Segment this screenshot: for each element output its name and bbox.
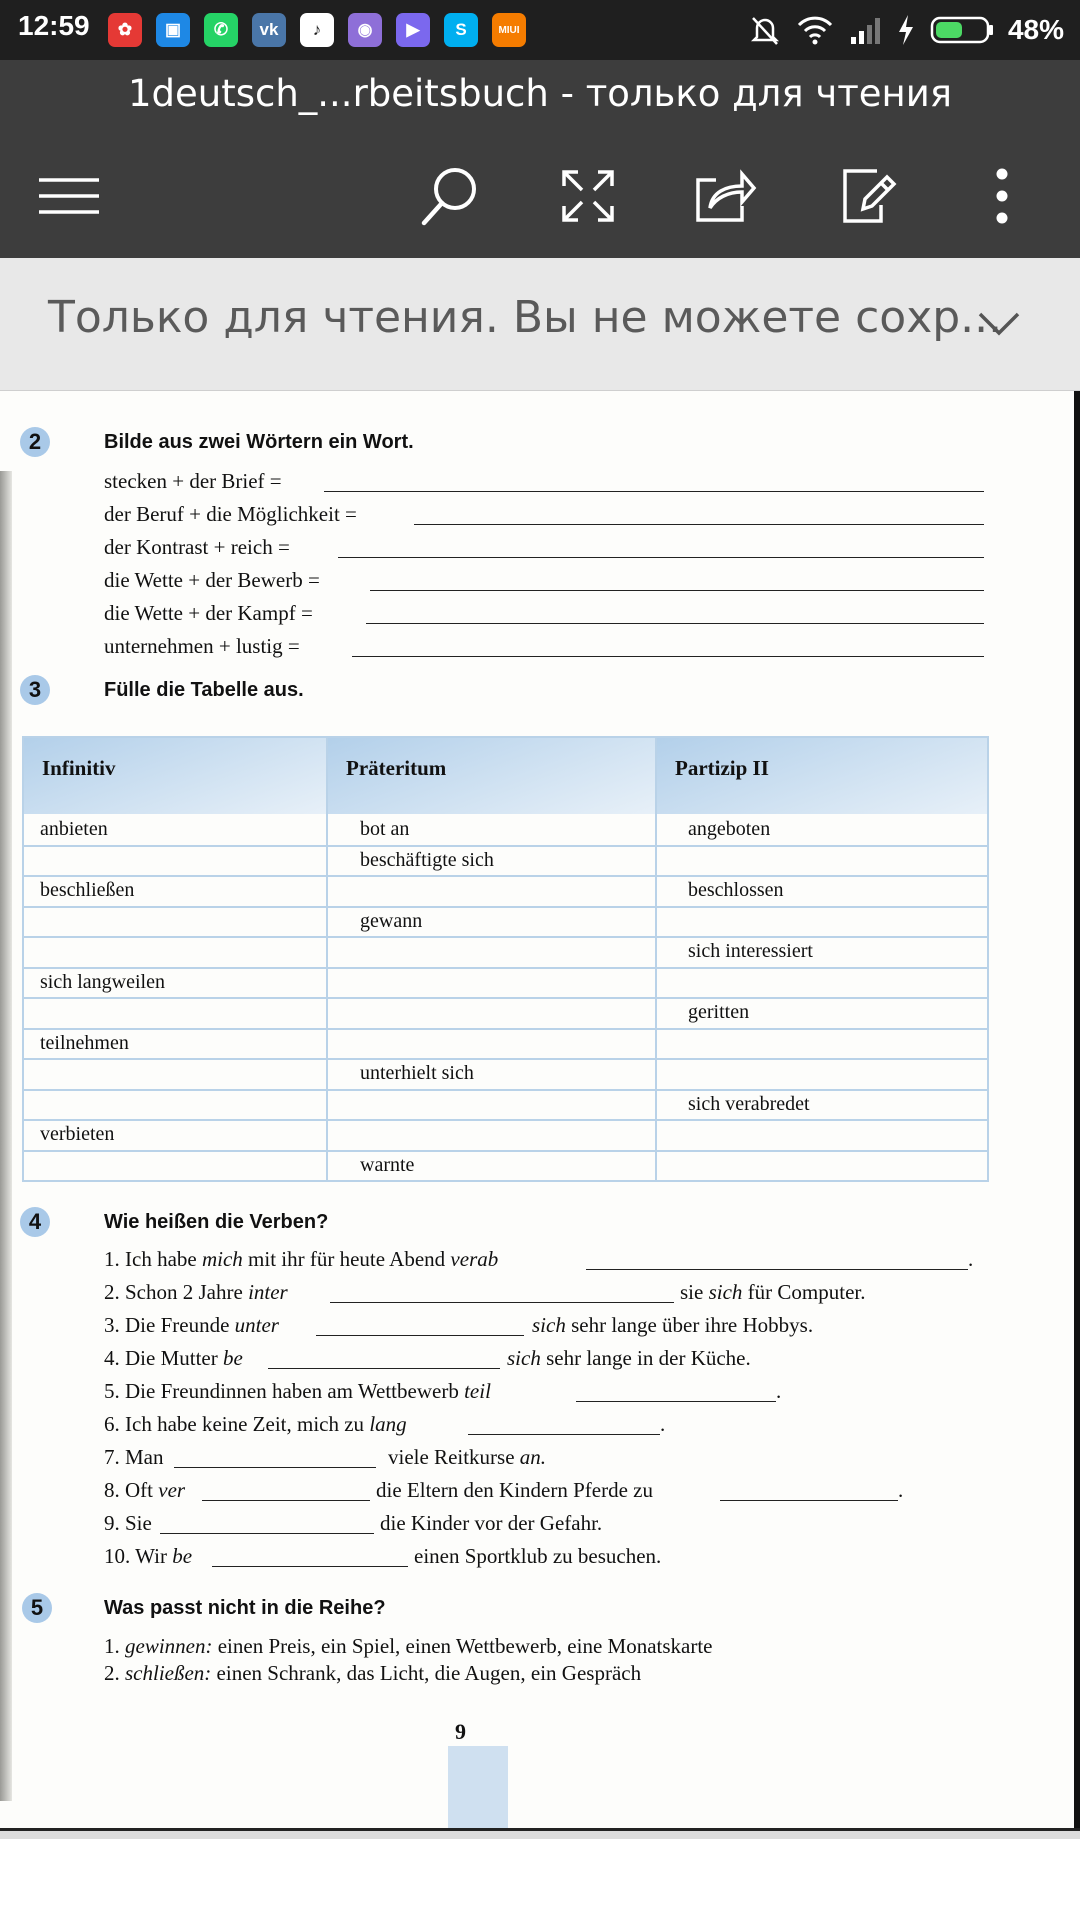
- miui-icon: MIUI: [492, 13, 526, 47]
- edit-document-icon: [837, 165, 899, 227]
- ex4-answer-line[interactable]: [212, 1566, 408, 1567]
- table-cell[interactable]: [40, 1001, 320, 1028]
- ex4-answer-line[interactable]: [268, 1368, 500, 1369]
- play-store-icon: ▶: [396, 13, 430, 47]
- ex2-answer-line[interactable]: [338, 557, 984, 558]
- ex4-sentence-9: 9. Sie: [104, 1511, 152, 1535]
- charging-bolt-icon: [896, 13, 916, 47]
- battery-percent: 48%: [1007, 14, 1064, 45]
- ex2-answer-line[interactable]: [366, 623, 984, 624]
- ex4-sentence-3: 3. Die Freunde unter: [104, 1313, 279, 1337]
- ex4-sentence-7-rest: viele Reitkurse an.: [388, 1445, 547, 1469]
- status-time: 12:59: [18, 10, 90, 41]
- page-gap: [0, 1831, 1080, 1839]
- table-header-partizip: Partizip II: [657, 738, 987, 814]
- table-cell[interactable]: [360, 971, 660, 998]
- menu-button[interactable]: [29, 156, 109, 236]
- wifi-icon: [796, 13, 834, 47]
- app-bar: [0, 60, 1080, 258]
- table-cell: unterhielt sich: [360, 1062, 474, 1084]
- page-left-shadow: [0, 471, 12, 1801]
- document-page[interactable]: [0, 391, 1080, 1831]
- table-cell: warnte: [360, 1153, 415, 1176]
- app-icon-red: ✿: [108, 13, 142, 47]
- table-column-divider: [326, 738, 328, 1180]
- ex4-sentence-8-rest: die Eltern den Kindern Pferde zu: [376, 1478, 653, 1502]
- table-cell: gewann: [360, 909, 423, 932]
- table-row-divider: [24, 1089, 987, 1091]
- ex2-answer-line[interactable]: [414, 524, 984, 525]
- ex4-answer-line[interactable]: [586, 1269, 968, 1270]
- table-cell[interactable]: [40, 849, 320, 876]
- fullscreen-icon: [558, 166, 618, 226]
- read-only-message: Только для чтения. Вы не можете сохр...: [48, 292, 1003, 343]
- ex4-answer-line[interactable]: [468, 1434, 660, 1435]
- table-cell[interactable]: [360, 940, 660, 967]
- table-cell: bot an: [360, 818, 410, 840]
- music-icon: ♪: [300, 13, 334, 47]
- table-cell[interactable]: [360, 1001, 660, 1028]
- ex4-sentence-3-rest: sich sehr lange über ihre Hobbys.: [532, 1313, 814, 1337]
- table-cell[interactable]: [688, 971, 988, 998]
- table-row-divider: [24, 997, 987, 999]
- table-cell: beschließen: [40, 879, 135, 901]
- ex4-answer-line[interactable]: [720, 1500, 898, 1501]
- next-page-area[interactable]: [0, 1831, 1080, 1920]
- ex4-sentence-6: 6. Ich habe keine Zeit, mich zu lang: [104, 1412, 407, 1436]
- search-icon: [415, 161, 485, 231]
- table-row-divider: [24, 1058, 987, 1060]
- table-cell[interactable]: [688, 1062, 988, 1089]
- ex2-item: unternehmen + lustig =: [104, 634, 300, 658]
- table-cell[interactable]: [360, 1123, 660, 1150]
- exercise-4-heading: Wie heißen die Verben?: [104, 1211, 329, 1233]
- table-header-infinitiv: Infinitiv: [24, 738, 326, 814]
- ex4-answer-line[interactable]: [174, 1467, 376, 1468]
- page-number-strip: [448, 1746, 508, 1828]
- document-title: 1deutsch_...rbeitsbuch - только для чтения: [127, 72, 953, 115]
- search-button[interactable]: [410, 156, 490, 236]
- exercise-2-number: 2: [20, 427, 50, 457]
- table-row-divider: [24, 906, 987, 908]
- chevron-down-icon[interactable]: [974, 304, 1024, 344]
- ex2-answer-line[interactable]: [352, 656, 984, 657]
- exercise-3-heading: Fülle die Tabelle aus.: [104, 679, 304, 701]
- ex4-sentence-4-rest: sich sehr lange in der Küche.: [507, 1346, 751, 1370]
- ex2-item: die Wette + der Kampf =: [104, 601, 313, 625]
- table-row-divider: [24, 1119, 987, 1121]
- exercise-4-number: 4: [20, 1207, 50, 1237]
- ex4-sentence-7: 7. Man: [104, 1445, 164, 1469]
- table-cell[interactable]: [688, 1032, 988, 1059]
- signal-icon: [848, 13, 882, 47]
- ex4-sentence-10: 10. Wir be: [104, 1544, 193, 1568]
- table-cell: sich verabredet: [688, 1092, 810, 1115]
- share-icon: [692, 166, 758, 226]
- table-cell[interactable]: [360, 879, 660, 906]
- ex4-sentence-4: 4. Die Mutter be: [104, 1346, 243, 1370]
- ex2-item: der Kontrast + reich =: [104, 535, 290, 559]
- ex4-sentence-2-rest: sie sich für Computer.: [680, 1280, 866, 1304]
- exercise-2-heading: Bilde aus zwei Wörtern ein Wort.: [104, 431, 414, 453]
- ex4-sentence-8: 8. Oft ver: [104, 1478, 186, 1502]
- table-cell[interactable]: [360, 1093, 660, 1120]
- table-cell: verbieten: [40, 1123, 115, 1145]
- ex4-answer-line[interactable]: [160, 1533, 374, 1534]
- ex4-sentence-9-rest: die Kinder vor der Gefahr.: [380, 1511, 603, 1535]
- read-only-banner[interactable]: [0, 258, 1080, 391]
- ex4-answer-line[interactable]: [202, 1500, 370, 1501]
- table-cell: beschlossen: [688, 879, 784, 901]
- ex4-sentence-10-rest: einen Sportklub zu besuchen.: [414, 1544, 662, 1568]
- ex5-line-1: 1. gewinnen: einen Preis, ein Spiel, einen Wettbewerb, eine Monatskarte: [104, 1634, 713, 1658]
- app-icon-blue-doc: ▣: [156, 13, 190, 47]
- edit-button[interactable]: [828, 156, 908, 236]
- table-row-divider: [24, 875, 987, 877]
- table-cell[interactable]: [40, 1154, 320, 1181]
- battery-icon: [930, 15, 994, 45]
- table-row-divider: [24, 1028, 987, 1030]
- page-right-edge: [1074, 391, 1080, 1831]
- ex5-line-2: 2. schließen: einen Schrank, das Licht, die Augen, ein Gespräch: [104, 1661, 642, 1685]
- table-cell[interactable]: [360, 1032, 660, 1059]
- table-cell[interactable]: [688, 910, 988, 937]
- exercise-3-number: 3: [20, 675, 50, 705]
- table-row-divider: [24, 967, 987, 969]
- page-number: 9: [455, 1719, 466, 1744]
- more-options-button[interactable]: [962, 156, 1042, 236]
- table-cell[interactable]: [688, 849, 988, 876]
- hamburger-menu-icon: [37, 176, 101, 216]
- ex4-sentence-5-end: .: [776, 1379, 782, 1403]
- ex4-sentence-8-end: .: [898, 1478, 904, 1502]
- ex4-sentence-6-end: .: [660, 1412, 666, 1436]
- ex4-sentence-1: 1. Ich habe mich mit ihr für heute Abend verab: [104, 1247, 499, 1271]
- status-bar: [0, 0, 1080, 60]
- share-button[interactable]: [685, 156, 765, 236]
- app-icon-purple: ◉: [348, 13, 382, 47]
- exercise-5-heading: Was passt nicht in die Reihe?: [104, 1597, 386, 1619]
- whatsapp-icon: ✆: [204, 13, 238, 47]
- status-right-group: [748, 8, 1064, 52]
- table-cell[interactable]: [688, 1123, 988, 1150]
- table-cell: sich interessiert: [688, 940, 813, 962]
- ex4-answer-line[interactable]: [576, 1401, 776, 1402]
- table-cell: beschäftigte sich: [360, 848, 494, 871]
- table-row-divider: [24, 1150, 987, 1152]
- table-row-divider: [24, 936, 987, 938]
- table-row-divider: [24, 845, 987, 847]
- exercise-5-number: 5: [22, 1593, 52, 1623]
- table-cell[interactable]: [688, 1154, 988, 1181]
- ex4-answer-line[interactable]: [316, 1335, 524, 1336]
- table-cell: geritten: [688, 1001, 750, 1023]
- ex2-answer-line[interactable]: [370, 590, 984, 591]
- mute-bell-icon: [748, 13, 782, 47]
- fullscreen-button[interactable]: [548, 156, 628, 236]
- more-vertical-icon: [992, 166, 1012, 226]
- ex4-answer-line[interactable]: [330, 1302, 674, 1303]
- table-cell[interactable]: [40, 1062, 320, 1089]
- table-cell: sich langweilen: [40, 970, 165, 993]
- table-cell: anbieten: [40, 818, 108, 840]
- table-cell: angeboten: [688, 818, 771, 840]
- table-cell[interactable]: [40, 940, 320, 967]
- table-cell[interactable]: [40, 1093, 320, 1120]
- ex4-sentence-5: 5. Die Freundinnen haben am Wettbewerb teil: [104, 1379, 491, 1403]
- ex2-item: stecken + der Brief =: [104, 469, 282, 493]
- vk-icon: vk: [252, 13, 286, 47]
- ex4-sentence-1-end: .: [968, 1247, 974, 1271]
- ex2-answer-line[interactable]: [324, 491, 984, 492]
- skype-icon: S: [444, 13, 478, 47]
- table-cell[interactable]: [40, 910, 320, 937]
- ex4-sentence-2: 2. Schon 2 Jahre inter: [104, 1280, 288, 1304]
- ex2-item: die Wette + der Bewerb =: [104, 568, 320, 592]
- table-header-praeteritum: Präteritum: [328, 738, 655, 814]
- verb-forms-table: [22, 736, 989, 1182]
- table-cell: teilnehmen: [40, 1031, 129, 1054]
- ex2-item: der Beruf + die Möglichkeit =: [104, 502, 357, 526]
